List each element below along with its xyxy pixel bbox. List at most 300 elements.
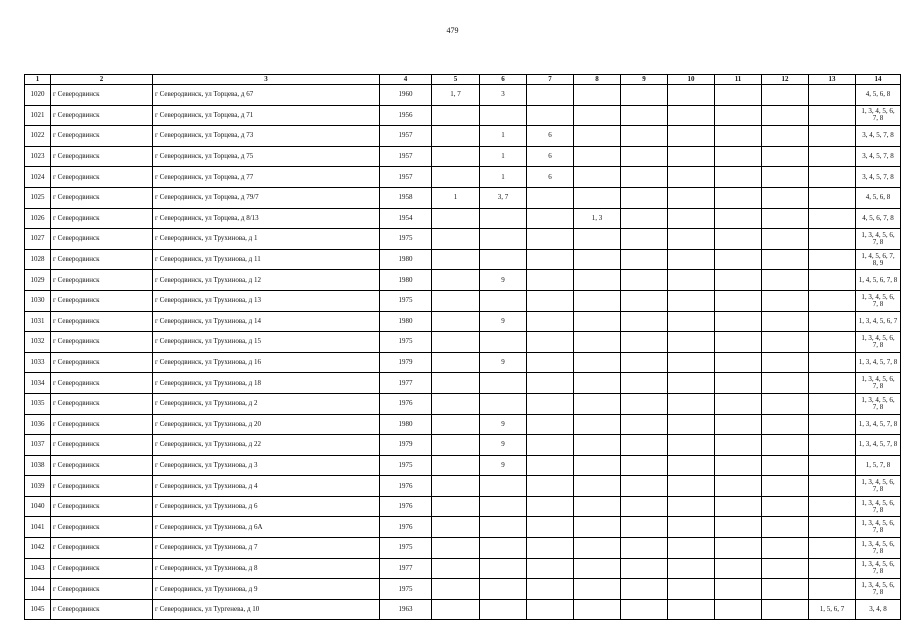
column-6-cell: 9 bbox=[480, 352, 527, 373]
row-number-cell: 1045 bbox=[25, 599, 51, 620]
page-number: 479 bbox=[446, 26, 459, 35]
column-7-cell bbox=[527, 249, 574, 270]
table-row bbox=[25, 311, 901, 332]
table-row bbox=[25, 249, 901, 270]
column-14-cell: 1, 3, 4, 5, 6, 7, 8 bbox=[856, 229, 901, 250]
column-10-cell bbox=[668, 85, 715, 106]
column-10-cell bbox=[668, 290, 715, 311]
column-13-cell bbox=[809, 187, 856, 208]
locality-cell: г Северодвинск bbox=[51, 105, 153, 126]
column-14-cell: 3, 4, 5, 7, 8 bbox=[856, 167, 901, 188]
column-9-cell bbox=[621, 311, 668, 332]
column-8-cell: 1, 3 bbox=[574, 208, 621, 229]
column-8-cell bbox=[574, 167, 621, 188]
column-header: 13 bbox=[809, 75, 856, 85]
column-8-cell bbox=[574, 599, 621, 620]
address-cell: г Северодвинск, ул Торцева, д 8/13 bbox=[153, 208, 380, 229]
column-13-cell bbox=[809, 167, 856, 188]
column-13-cell bbox=[809, 249, 856, 270]
column-6-cell: 1 bbox=[480, 126, 527, 147]
year-cell: 1976 bbox=[380, 496, 432, 517]
table-row bbox=[25, 599, 901, 620]
column-12-cell bbox=[762, 146, 809, 167]
row-number-cell: 1039 bbox=[25, 476, 51, 497]
column-13-cell bbox=[809, 579, 856, 600]
column-10-cell bbox=[668, 229, 715, 250]
column-14-cell: 1, 3, 4, 5, 6, 7, 8 bbox=[856, 105, 901, 126]
column-8-cell bbox=[574, 270, 621, 291]
column-10-cell bbox=[668, 208, 715, 229]
locality-cell: г Северодвинск bbox=[51, 146, 153, 167]
column-7-cell bbox=[527, 229, 574, 250]
column-13-cell bbox=[809, 352, 856, 373]
column-11-cell bbox=[715, 167, 762, 188]
table-row bbox=[25, 517, 901, 538]
column-12-cell bbox=[762, 476, 809, 497]
column-13-cell bbox=[809, 496, 856, 517]
row-number-cell: 1032 bbox=[25, 332, 51, 353]
column-7-cell bbox=[527, 208, 574, 229]
column-9-cell bbox=[621, 146, 668, 167]
row-number-cell: 1037 bbox=[25, 435, 51, 456]
column-9-cell bbox=[621, 393, 668, 414]
column-14-cell: 3, 4, 5, 7, 8 bbox=[856, 126, 901, 147]
column-13-cell bbox=[809, 455, 856, 476]
column-9-cell bbox=[621, 270, 668, 291]
address-cell: г Северодвинск, ул Тургенева, д 10 bbox=[153, 599, 380, 620]
column-7-cell bbox=[527, 599, 574, 620]
column-12-cell bbox=[762, 187, 809, 208]
column-13-cell bbox=[809, 208, 856, 229]
column-6-cell bbox=[480, 373, 527, 394]
locality-cell: г Северодвинск bbox=[51, 167, 153, 188]
column-6-cell: 9 bbox=[480, 414, 527, 435]
column-6-cell: 9 bbox=[480, 455, 527, 476]
column-5-cell bbox=[432, 435, 480, 456]
column-11-cell bbox=[715, 146, 762, 167]
column-6-cell bbox=[480, 249, 527, 270]
column-7-cell bbox=[527, 435, 574, 456]
year-cell: 1979 bbox=[380, 352, 432, 373]
column-5-cell bbox=[432, 290, 480, 311]
column-13-cell bbox=[809, 558, 856, 579]
address-cell: г Северодвинск, ул Трухинова, д 8 bbox=[153, 558, 380, 579]
column-14-cell: 1, 3, 4, 5, 7, 8 bbox=[856, 352, 901, 373]
column-6-cell bbox=[480, 290, 527, 311]
column-7-cell bbox=[527, 455, 574, 476]
table-row bbox=[25, 455, 901, 476]
column-11-cell bbox=[715, 558, 762, 579]
column-14-cell: 1, 3, 4, 5, 6, 7, 8 bbox=[856, 496, 901, 517]
column-12-cell bbox=[762, 455, 809, 476]
locality-cell: г Северодвинск bbox=[51, 290, 153, 311]
year-cell: 1977 bbox=[380, 373, 432, 394]
address-cell: г Северодвинск, ул Торцева, д 75 bbox=[153, 146, 380, 167]
column-10-cell bbox=[668, 599, 715, 620]
column-12-cell bbox=[762, 373, 809, 394]
column-11-cell bbox=[715, 496, 762, 517]
column-5-cell bbox=[432, 393, 480, 414]
column-14-cell: 4, 5, 6, 8 bbox=[856, 85, 901, 106]
row-number-cell: 1021 bbox=[25, 105, 51, 126]
table-row bbox=[25, 187, 901, 208]
column-5-cell bbox=[432, 599, 480, 620]
column-10-cell bbox=[668, 270, 715, 291]
column-11-cell bbox=[715, 208, 762, 229]
locality-cell: г Северодвинск bbox=[51, 579, 153, 600]
column-8-cell bbox=[574, 373, 621, 394]
locality-cell: г Северодвинск bbox=[51, 476, 153, 497]
column-8-cell bbox=[574, 496, 621, 517]
row-number-cell: 1040 bbox=[25, 496, 51, 517]
column-14-cell: 1, 3, 4, 5, 6, 7, 8 bbox=[856, 373, 901, 394]
column-5-cell bbox=[432, 126, 480, 147]
column-8-cell bbox=[574, 352, 621, 373]
column-7-cell bbox=[527, 311, 574, 332]
column-13-cell bbox=[809, 332, 856, 353]
column-12-cell bbox=[762, 414, 809, 435]
column-8-cell bbox=[574, 455, 621, 476]
row-number-cell: 1023 bbox=[25, 146, 51, 167]
row-number-cell: 1020 bbox=[25, 85, 51, 106]
column-12-cell bbox=[762, 599, 809, 620]
locality-cell: г Северодвинск bbox=[51, 126, 153, 147]
address-cell: г Северодвинск, ул Трухинова, д 7 bbox=[153, 538, 380, 559]
column-8-cell bbox=[574, 105, 621, 126]
column-9-cell bbox=[621, 290, 668, 311]
column-7-cell bbox=[527, 290, 574, 311]
column-5-cell bbox=[432, 208, 480, 229]
column-14-cell: 3, 4, 5, 7, 8 bbox=[856, 146, 901, 167]
address-cell: г Северодвинск, ул Торцева, д 79/7 bbox=[153, 187, 380, 208]
column-9-cell bbox=[621, 85, 668, 106]
column-12-cell bbox=[762, 290, 809, 311]
column-8-cell bbox=[574, 290, 621, 311]
column-6-cell bbox=[480, 393, 527, 414]
locality-cell: г Северодвинск bbox=[51, 85, 153, 106]
table-row bbox=[25, 476, 901, 497]
column-13-cell bbox=[809, 435, 856, 456]
column-9-cell bbox=[621, 599, 668, 620]
address-cell: г Северодвинск, ул Трухинова, д 13 bbox=[153, 290, 380, 311]
row-number-cell: 1041 bbox=[25, 517, 51, 538]
column-14-cell: 1, 3, 4, 5, 6, 7, 8 bbox=[856, 538, 901, 559]
row-number-cell: 1024 bbox=[25, 167, 51, 188]
column-11-cell bbox=[715, 290, 762, 311]
column-9-cell bbox=[621, 414, 668, 435]
column-10-cell bbox=[668, 414, 715, 435]
locality-cell: г Северодвинск bbox=[51, 496, 153, 517]
column-13-cell bbox=[809, 126, 856, 147]
column-7-cell bbox=[527, 476, 574, 497]
column-14-cell: 1, 3, 4, 5, 6, 7, 8 bbox=[856, 290, 901, 311]
address-cell: г Северодвинск, ул Трухинова, д 16 bbox=[153, 352, 380, 373]
column-12-cell bbox=[762, 332, 809, 353]
table-row bbox=[25, 538, 901, 559]
row-number-cell: 1028 bbox=[25, 249, 51, 270]
row-number-cell: 1025 bbox=[25, 187, 51, 208]
column-11-cell bbox=[715, 414, 762, 435]
year-cell: 1975 bbox=[380, 455, 432, 476]
column-6-cell bbox=[480, 332, 527, 353]
column-9-cell bbox=[621, 126, 668, 147]
column-9-cell bbox=[621, 435, 668, 456]
column-11-cell bbox=[715, 599, 762, 620]
locality-cell: г Северодвинск bbox=[51, 311, 153, 332]
column-7-cell bbox=[527, 538, 574, 559]
row-number-cell: 1034 bbox=[25, 373, 51, 394]
column-6-cell bbox=[480, 496, 527, 517]
column-14-cell: 4, 5, 6, 8 bbox=[856, 187, 901, 208]
column-13-cell bbox=[809, 146, 856, 167]
column-5-cell bbox=[432, 558, 480, 579]
table-row bbox=[25, 332, 901, 353]
address-cell: г Северодвинск, ул Трухинова, д 2 bbox=[153, 393, 380, 414]
column-8-cell bbox=[574, 85, 621, 106]
column-11-cell bbox=[715, 393, 762, 414]
column-6-cell bbox=[480, 105, 527, 126]
column-12-cell bbox=[762, 229, 809, 250]
column-14-cell: 1, 3, 4, 5, 6, 7, 8 bbox=[856, 476, 901, 497]
column-5-cell bbox=[432, 105, 480, 126]
column-10-cell bbox=[668, 249, 715, 270]
column-10-cell bbox=[668, 332, 715, 353]
column-11-cell bbox=[715, 373, 762, 394]
housing-registry-table bbox=[24, 74, 901, 620]
column-10-cell bbox=[668, 496, 715, 517]
year-cell: 1958 bbox=[380, 187, 432, 208]
address-cell: г Северодвинск, ул Трухинова, д 12 bbox=[153, 270, 380, 291]
column-12-cell bbox=[762, 311, 809, 332]
address-cell: г Северодвинск, ул Трухинова, д 15 bbox=[153, 332, 380, 353]
column-7-cell bbox=[527, 496, 574, 517]
column-10-cell bbox=[668, 105, 715, 126]
column-6-cell bbox=[480, 208, 527, 229]
column-7-cell bbox=[527, 85, 574, 106]
column-5-cell bbox=[432, 496, 480, 517]
address-cell: г Северодвинск, ул Трухинова, д 18 bbox=[153, 373, 380, 394]
column-7-cell bbox=[527, 579, 574, 600]
column-13-cell bbox=[809, 229, 856, 250]
column-11-cell bbox=[715, 270, 762, 291]
column-14-cell: 4, 5, 6, 7, 8 bbox=[856, 208, 901, 229]
address-cell: г Северодвинск, ул Трухинова, д 6А bbox=[153, 517, 380, 538]
column-9-cell bbox=[621, 187, 668, 208]
column-6-cell bbox=[480, 538, 527, 559]
column-5-cell bbox=[432, 332, 480, 353]
column-11-cell bbox=[715, 105, 762, 126]
column-header: 12 bbox=[762, 75, 809, 85]
column-5-cell bbox=[432, 270, 480, 291]
column-9-cell bbox=[621, 105, 668, 126]
column-10-cell bbox=[668, 352, 715, 373]
column-12-cell bbox=[762, 435, 809, 456]
table-row bbox=[25, 352, 901, 373]
column-13-cell bbox=[809, 105, 856, 126]
column-12-cell bbox=[762, 270, 809, 291]
column-14-cell: 1, 5, 7, 8 bbox=[856, 455, 901, 476]
row-number-cell: 1022 bbox=[25, 126, 51, 147]
column-12-cell bbox=[762, 208, 809, 229]
column-14-cell: 1, 3, 4, 5, 7, 8 bbox=[856, 414, 901, 435]
column-6-cell bbox=[480, 558, 527, 579]
year-cell: 1963 bbox=[380, 599, 432, 620]
column-5-cell bbox=[432, 249, 480, 270]
column-13-cell bbox=[809, 85, 856, 106]
column-8-cell bbox=[574, 311, 621, 332]
column-9-cell bbox=[621, 517, 668, 538]
row-number-cell: 1035 bbox=[25, 393, 51, 414]
locality-cell: г Северодвинск bbox=[51, 229, 153, 250]
column-10-cell bbox=[668, 435, 715, 456]
column-header: 8 bbox=[574, 75, 621, 85]
table-header-row bbox=[25, 75, 901, 85]
column-7-cell bbox=[527, 187, 574, 208]
year-cell: 1980 bbox=[380, 249, 432, 270]
column-11-cell bbox=[715, 332, 762, 353]
column-7-cell bbox=[527, 270, 574, 291]
column-7-cell bbox=[527, 332, 574, 353]
column-6-cell: 9 bbox=[480, 435, 527, 456]
column-14-cell: 1, 3, 4, 5, 6, 7, 8 bbox=[856, 332, 901, 353]
column-5-cell bbox=[432, 352, 480, 373]
row-number-cell: 1026 bbox=[25, 208, 51, 229]
locality-cell: г Северодвинск bbox=[51, 249, 153, 270]
column-10-cell bbox=[668, 126, 715, 147]
year-cell: 1977 bbox=[380, 558, 432, 579]
locality-cell: г Северодвинск bbox=[51, 352, 153, 373]
column-9-cell bbox=[621, 558, 668, 579]
column-14-cell: 3, 4, 8 bbox=[856, 599, 901, 620]
column-14-cell: 1, 4, 5, 6, 7, 8, 9 bbox=[856, 249, 901, 270]
table-row bbox=[25, 393, 901, 414]
column-8-cell bbox=[574, 579, 621, 600]
table-row bbox=[25, 85, 901, 106]
column-6-cell bbox=[480, 579, 527, 600]
column-header: 2 bbox=[51, 75, 153, 85]
column-8-cell bbox=[574, 229, 621, 250]
year-cell: 1957 bbox=[380, 126, 432, 147]
column-12-cell bbox=[762, 352, 809, 373]
column-11-cell bbox=[715, 229, 762, 250]
column-5-cell bbox=[432, 167, 480, 188]
column-5-cell bbox=[432, 311, 480, 332]
column-8-cell bbox=[574, 187, 621, 208]
column-14-cell: 1, 3, 4, 5, 6, 7 bbox=[856, 311, 901, 332]
year-cell: 1956 bbox=[380, 105, 432, 126]
locality-cell: г Северодвинск bbox=[51, 332, 153, 353]
row-number-cell: 1033 bbox=[25, 352, 51, 373]
column-6-cell bbox=[480, 599, 527, 620]
column-5-cell bbox=[432, 476, 480, 497]
column-9-cell bbox=[621, 352, 668, 373]
locality-cell: г Северодвинск bbox=[51, 538, 153, 559]
locality-cell: г Северодвинск bbox=[51, 393, 153, 414]
column-header: 9 bbox=[621, 75, 668, 85]
address-cell: г Северодвинск, ул Торцева, д 67 bbox=[153, 85, 380, 106]
column-6-cell: 3 bbox=[480, 85, 527, 106]
column-header: 6 bbox=[480, 75, 527, 85]
column-10-cell bbox=[668, 476, 715, 497]
column-6-cell: 9 bbox=[480, 270, 527, 291]
column-11-cell bbox=[715, 435, 762, 456]
address-cell: г Северодвинск, ул Трухинова, д 14 bbox=[153, 311, 380, 332]
column-11-cell bbox=[715, 187, 762, 208]
column-6-cell bbox=[480, 476, 527, 497]
column-6-cell bbox=[480, 517, 527, 538]
column-12-cell bbox=[762, 105, 809, 126]
year-cell: 1976 bbox=[380, 517, 432, 538]
year-cell: 1957 bbox=[380, 167, 432, 188]
column-13-cell bbox=[809, 517, 856, 538]
row-number-cell: 1027 bbox=[25, 229, 51, 250]
column-6-cell: 1 bbox=[480, 146, 527, 167]
column-8-cell bbox=[574, 435, 621, 456]
table-body bbox=[25, 85, 901, 620]
address-cell: г Северодвинск, ул Трухинова, д 22 bbox=[153, 435, 380, 456]
table-row bbox=[25, 414, 901, 435]
column-5-cell bbox=[432, 455, 480, 476]
table-row bbox=[25, 146, 901, 167]
locality-cell: г Северодвинск bbox=[51, 373, 153, 394]
table-row bbox=[25, 208, 901, 229]
column-6-cell: 3, 7 bbox=[480, 187, 527, 208]
column-11-cell bbox=[715, 579, 762, 600]
row-number-cell: 1044 bbox=[25, 579, 51, 600]
address-cell: г Северодвинск, ул Торцева, д 73 bbox=[153, 126, 380, 147]
column-13-cell bbox=[809, 538, 856, 559]
column-5-cell bbox=[432, 229, 480, 250]
year-cell: 1975 bbox=[380, 538, 432, 559]
column-10-cell bbox=[668, 579, 715, 600]
column-9-cell bbox=[621, 476, 668, 497]
column-13-cell bbox=[809, 270, 856, 291]
address-cell: г Северодвинск, ул Трухинова, д 11 bbox=[153, 249, 380, 270]
column-8-cell bbox=[574, 332, 621, 353]
column-10-cell bbox=[668, 187, 715, 208]
column-11-cell bbox=[715, 517, 762, 538]
column-11-cell bbox=[715, 352, 762, 373]
column-8-cell bbox=[574, 126, 621, 147]
column-8-cell bbox=[574, 538, 621, 559]
column-11-cell bbox=[715, 85, 762, 106]
address-cell: г Северодвинск, ул Трухинова, д 4 bbox=[153, 476, 380, 497]
address-cell: г Северодвинск, ул Трухинова, д 6 bbox=[153, 496, 380, 517]
year-cell: 1980 bbox=[380, 414, 432, 435]
locality-cell: г Северодвинск bbox=[51, 435, 153, 456]
address-cell: г Северодвинск, ул Торцева, д 71 bbox=[153, 105, 380, 126]
year-cell: 1975 bbox=[380, 579, 432, 600]
table-row bbox=[25, 496, 901, 517]
column-8-cell bbox=[574, 414, 621, 435]
row-number-cell: 1038 bbox=[25, 455, 51, 476]
column-5-cell bbox=[432, 579, 480, 600]
column-7-cell: 6 bbox=[527, 167, 574, 188]
column-8-cell bbox=[574, 393, 621, 414]
table-row bbox=[25, 126, 901, 147]
column-8-cell bbox=[574, 249, 621, 270]
year-cell: 1976 bbox=[380, 393, 432, 414]
column-7-cell bbox=[527, 352, 574, 373]
column-12-cell bbox=[762, 558, 809, 579]
column-5-cell: 1, 7 bbox=[432, 85, 480, 106]
column-12-cell bbox=[762, 538, 809, 559]
column-11-cell bbox=[715, 476, 762, 497]
column-13-cell bbox=[809, 373, 856, 394]
column-header: 14 bbox=[856, 75, 901, 85]
column-14-cell: 1, 3, 4, 5, 6, 7, 8 bbox=[856, 517, 901, 538]
column-header: 4 bbox=[380, 75, 432, 85]
